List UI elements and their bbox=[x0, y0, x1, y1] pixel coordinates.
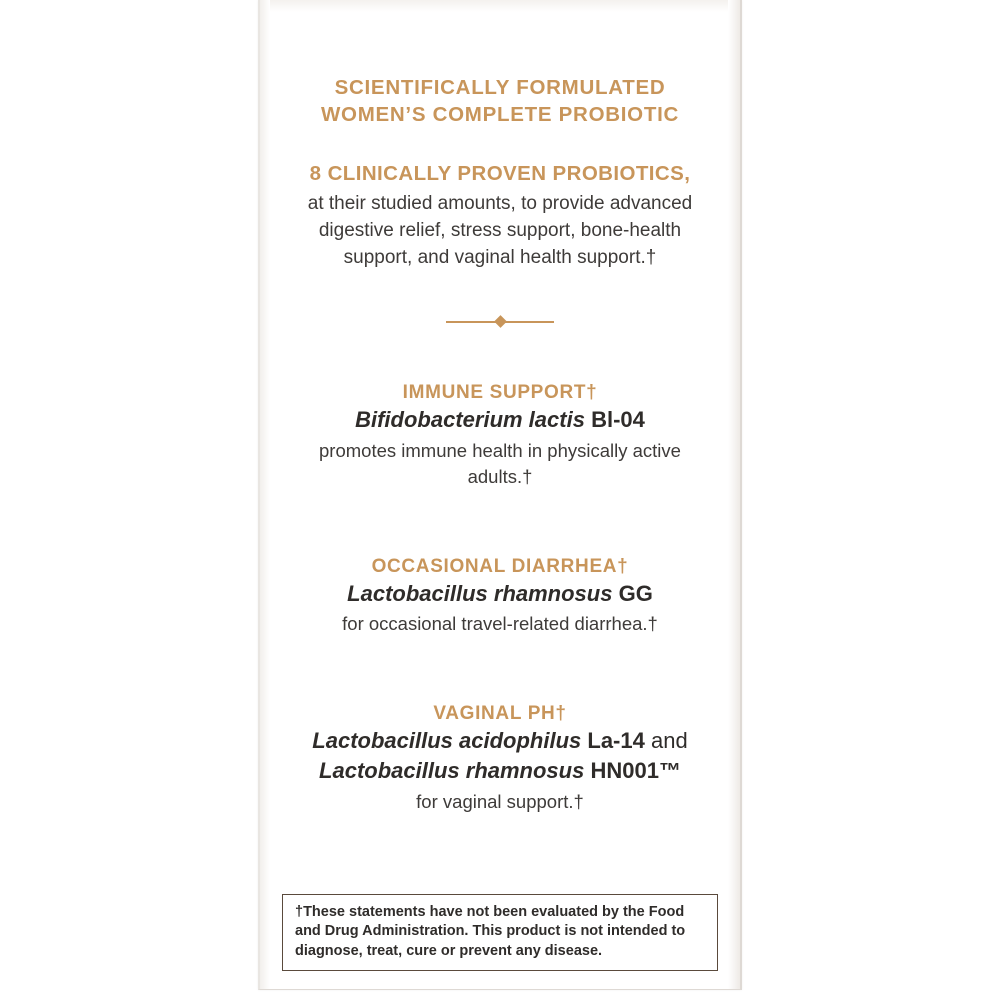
benefit-strain bbox=[286, 407, 714, 434]
benefit-description: promotes immune health in physically active adults.† bbox=[319, 439, 681, 487]
benefit-description: for vaginal support.† bbox=[416, 791, 584, 813]
benefit-immune-support bbox=[286, 382, 714, 490]
strain-conjunction: and bbox=[644, 728, 688, 754]
benefit-strain bbox=[286, 581, 714, 608]
strain-code-2: HN001™ bbox=[590, 758, 681, 784]
panel-headline: SCIENTIFICALLY FORMULATED WOMEN’S COMPLETE PROBIOTIC bbox=[320, 76, 680, 127]
benefit-title: VAGINAL PH† bbox=[433, 703, 567, 725]
strain-code: La-14 bbox=[587, 728, 645, 754]
benefit-title: OCCASIONAL DIARRHEA† bbox=[371, 555, 629, 577]
benefit-vaginal-ph bbox=[286, 703, 714, 815]
strain-species-name-2: Lactobacillus rhamnosus bbox=[319, 758, 585, 784]
divider-diamond bbox=[494, 315, 507, 328]
intro-block bbox=[286, 161, 714, 273]
benefit-description: for occasional travel-related diarrhea.† bbox=[342, 613, 658, 635]
strain-species-name: Lactobacillus rhamnosus bbox=[347, 580, 613, 606]
benefit-title: IMMUNE SUPPORT† bbox=[402, 382, 598, 404]
intro-title: 8 CLINICALLY PROVEN PROBIOTICS, bbox=[309, 161, 691, 185]
benefit-strain-line-2 bbox=[286, 758, 714, 785]
fda-disclaimer: †These statements have not been evaluated by the Food and Drug Administration. This product is not intended to diagnose, treat, cure or prevent any disease. bbox=[282, 894, 718, 971]
strain-species-name: Bifidobacterium lactis bbox=[355, 407, 585, 433]
benefit-strain-line-1 bbox=[286, 728, 714, 755]
strain-species-name: Lactobacillus acidophilus bbox=[312, 728, 582, 754]
strain-code: GG bbox=[618, 580, 653, 606]
panel-content bbox=[260, 74, 740, 815]
benefit-occasional-diarrhea bbox=[286, 556, 714, 638]
product-package-panel bbox=[258, 0, 742, 990]
strain-code: Bl-04 bbox=[591, 407, 645, 433]
package-top-edge bbox=[260, 0, 742, 12]
intro-body: at their studied amounts, to provide advanced digestive relief, stress support, bone-health support, and vaginal health support.† bbox=[307, 193, 693, 269]
diamond-divider-icon bbox=[446, 316, 554, 328]
